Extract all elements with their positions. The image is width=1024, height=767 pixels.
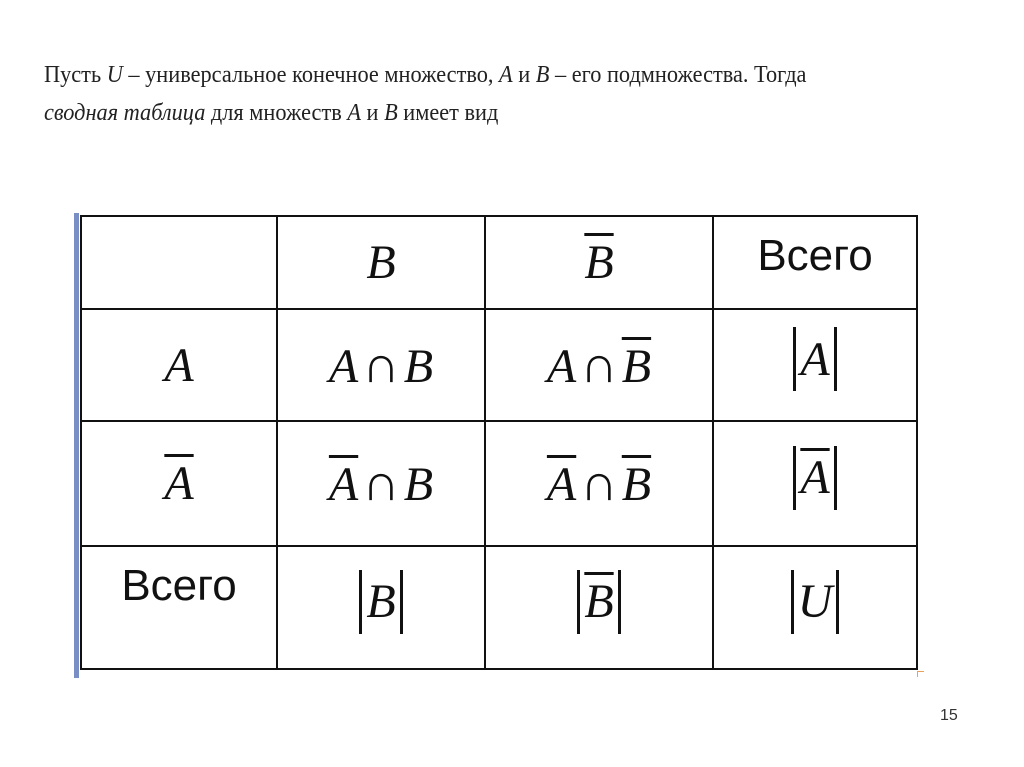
total-label: Всего <box>121 561 237 610</box>
cardinality-u-cell <box>713 546 917 669</box>
abs-bar <box>793 327 796 391</box>
summary-table <box>80 215 918 670</box>
abs-bar <box>791 570 794 634</box>
abs-bar <box>834 446 837 510</box>
set-a-complement: $\overline{A}$ <box>800 451 830 504</box>
set-b: B <box>366 575 396 628</box>
set-b: B <box>403 458 434 511</box>
intro-text-fragment: имеет вид <box>397 100 499 126</box>
set-a-complement: $\overline{A}$ <box>546 458 577 511</box>
intersection-symbol: ∩ <box>362 455 400 512</box>
table-row <box>81 421 917 546</box>
table-header-row <box>81 216 917 309</box>
intersection-symbol: ∩ <box>580 336 618 394</box>
intro-text-fragment: и <box>360 100 385 126</box>
corner-mark <box>917 671 924 677</box>
abs-bar <box>836 570 839 634</box>
intersection-not-a-not-b-cell <box>485 421 713 546</box>
term-summary-table: сводная таблица <box>44 100 206 126</box>
set-b-complement: $\overline{B}$ <box>621 339 652 393</box>
row-label-cell <box>81 309 277 421</box>
intersection-symbol: ∩ <box>362 336 400 394</box>
abs-bar <box>618 570 621 634</box>
intersection-a-not-b-cell <box>485 309 713 421</box>
set-a: A <box>164 338 194 392</box>
intro-text-fragment: – его подмножества. Тогда <box>549 62 807 88</box>
symbol-a: A <box>347 100 361 126</box>
set-b: B <box>403 339 434 393</box>
cardinality-u <box>787 570 844 634</box>
set-b-complement: $\overline{B}$ <box>584 236 614 289</box>
cardinality-b-complement <box>573 570 624 634</box>
footer-label-cell <box>81 546 277 669</box>
set-a: A <box>800 332 830 386</box>
cardinality-not-a-cell <box>713 421 917 546</box>
set-a-complement: $\overline{A}$ <box>328 458 359 511</box>
abs-bar <box>400 570 403 634</box>
intro-text <box>44 56 909 132</box>
intro-line-1 <box>44 56 909 94</box>
abs-bar <box>359 570 362 634</box>
set-b-complement: $\overline{B}$ <box>584 575 614 628</box>
cardinality-a-complement <box>789 446 840 510</box>
set-u: U <box>797 575 833 628</box>
header-cell-not-b <box>485 216 713 309</box>
empty-corner-cell <box>81 216 277 309</box>
slide-accent-bar <box>74 213 79 678</box>
cardinality-b-cell <box>277 546 485 669</box>
abs-bar <box>793 446 796 510</box>
page-number: 15 <box>940 707 958 724</box>
header-cell-total <box>713 216 917 309</box>
symbol-a: A <box>499 62 513 88</box>
intro-line-2 <box>44 94 909 132</box>
cardinality-a <box>789 327 840 391</box>
set-b-complement: $\overline{B}$ <box>621 458 652 511</box>
intersection-not-a-b-cell <box>277 421 485 546</box>
symbol-b: B <box>384 100 398 126</box>
total-label: Всего <box>757 231 873 280</box>
intro-text-fragment: для множеств <box>205 100 348 126</box>
symbol-u: U <box>106 62 123 88</box>
row-label-cell <box>81 421 277 546</box>
intro-text-fragment: Пусть <box>44 62 107 88</box>
intersection-symbol: ∩ <box>580 455 618 512</box>
set-a: A <box>328 339 359 393</box>
set-b: B <box>366 236 396 289</box>
abs-bar <box>577 570 580 634</box>
table-footer-row <box>81 546 917 669</box>
cardinality-a-cell <box>713 309 917 421</box>
cardinality-not-b-cell <box>485 546 713 669</box>
set-a-complement: $\overline{A}$ <box>164 457 194 510</box>
intersection-a-b-cell <box>277 309 485 421</box>
abs-bar <box>834 327 837 391</box>
symbol-b: B <box>535 62 550 88</box>
header-cell-b <box>277 216 485 309</box>
intro-text-fragment: и <box>512 62 536 88</box>
table-row <box>81 309 917 421</box>
intro-text-fragment: – универсальное конечное множество, <box>122 62 500 88</box>
set-a: A <box>546 339 577 393</box>
cardinality-b <box>355 570 406 634</box>
